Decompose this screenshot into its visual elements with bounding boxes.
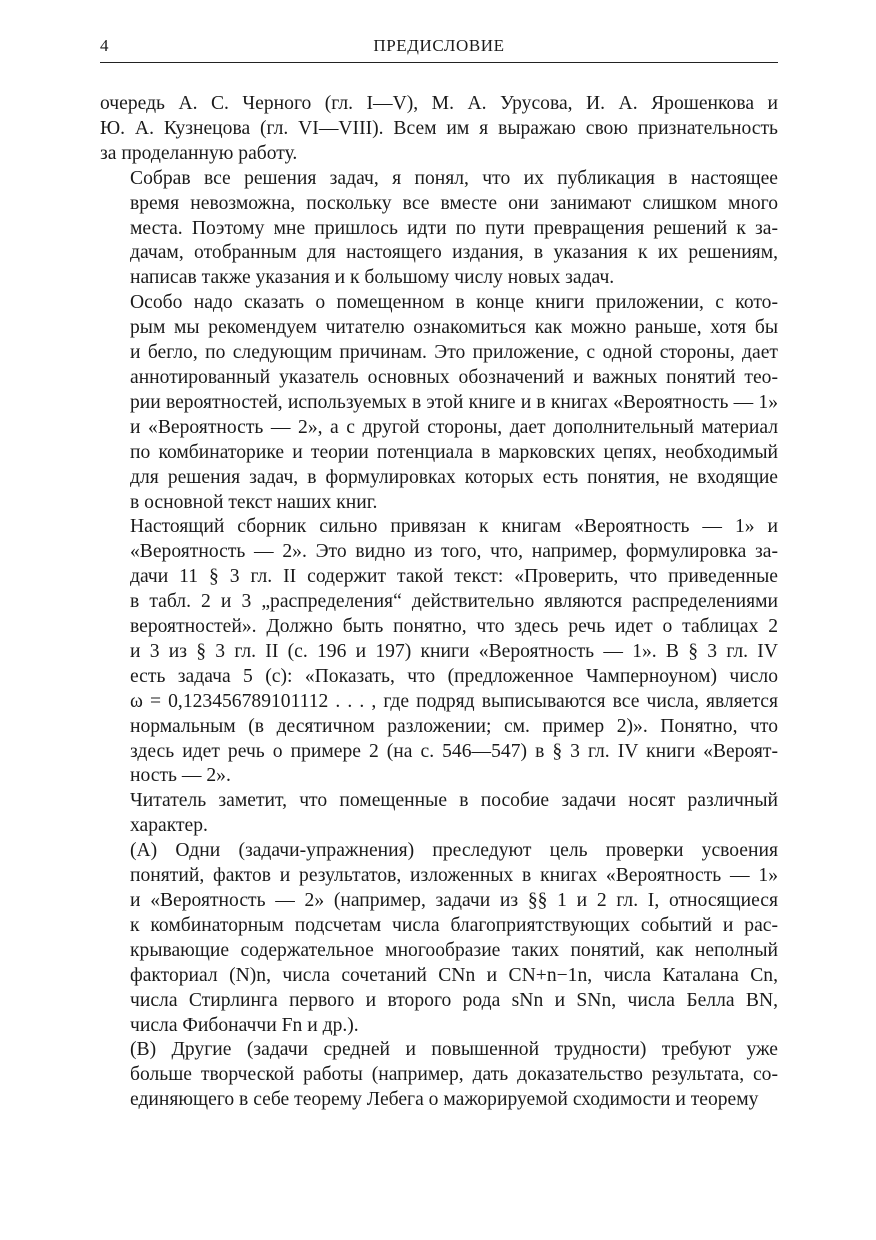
text-line: рым мы рекомендуем читателю ознакомиться как можно раньше, хотя бы [130, 317, 778, 339]
text-line: и «Вероятность — 2» (например, задачи из §§ 1 и 2 гл. I, относящиеся [130, 890, 778, 911]
text-line: к комбинаторным подсчетам числа благоприятствующих событий и рас- [130, 914, 778, 936]
text-line: и бегло, по следующим причинам. Это приложение, с одной стороны, дает [130, 342, 778, 364]
text-line: места. Поэтому мне пришлось идти по пути превращения решений к за- [130, 217, 778, 239]
text-line: по комбинаторике и теории потенциала в марковских цепях, необходимый [130, 441, 778, 463]
text-line: (В) Другие (задачи средней и повышенной трудности) требуют уже [130, 1039, 778, 1061]
text-line: ность — 2». [130, 765, 231, 787]
text-line: крывающие содержательное многообразие таких понятий, как неполный [130, 939, 778, 961]
text-line: время невозможна, поскольку все вместе они занимают слишком много [130, 192, 778, 214]
text-line: Читатель заметит, что помещенные в пособие задачи носят различный [130, 790, 778, 812]
text-line: числа Фибоначчи Fn и др.). [130, 1014, 359, 1036]
text-line: Особо надо сказать о помещенном в конце книги приложении, с кото- [130, 292, 778, 314]
text-line: дачам, отобранным для настоящего издания, в указания к их решениям, [130, 242, 778, 264]
paragraph-p1 [100, 167, 778, 292]
text-line: характер. [130, 815, 208, 837]
running-title: ПРЕДИСЛОВИЕ [373, 36, 505, 55]
paragraph-p4 [100, 789, 778, 839]
text-line: единяющего в себе теорему Лебега о мажорируемой сходимости и теорему [130, 1089, 759, 1111]
text-line: Настоящий сборник сильно привязан к книгам «Вероятность — 1» и [130, 516, 778, 538]
text-line: и «Вероятность — 2», а с другой стороны, дает дополнительный материал [130, 416, 778, 438]
text-line: есть задача 5 (с): «Показать, что (предложенное Чамперноуном) число [130, 665, 778, 687]
text-line: здесь идет речь о примере 2 (на с. 546—547) в § 3 гл. IV книги «Вероят- [130, 740, 778, 762]
paragraph-p5 [100, 839, 778, 1038]
paragraph-p2 [100, 291, 778, 515]
text-line: написав также указания и к большому числу новых задач. [130, 267, 615, 289]
paragraph-p3 [100, 515, 778, 789]
text-line: для решения задач, в формулировках которых есть понятия, не входящие [130, 466, 778, 488]
text-line: за проделанную работу. [100, 142, 298, 164]
page-number: 4 [100, 36, 109, 55]
text-line: нормальным (в десятичном разложении; см. пример 2)». Понятно, что [130, 715, 778, 737]
text-line: понятий, фактов и результатов, изложенных в книгах «Вероятность — 1» [130, 865, 778, 887]
text-line: и 3 из § 3 гл. II (с. 196 и 197) книги «Вероятность — 1». В § 3 гл. IV [130, 640, 778, 662]
text-line: больше творческой работы (например, дать доказательство результата, со- [130, 1064, 778, 1086]
text-line: факториал (N)n, числа сочетаний CNn и CN+n−1n, числа Каталана Cn, [130, 964, 778, 986]
body-text [100, 92, 778, 1113]
text-line: дачи 11 § 3 гл. II содержит такой текст: «Проверить, что приведенные [130, 566, 778, 588]
page-header [100, 34, 778, 63]
paragraph-p0 [100, 92, 778, 167]
text-line: Собрав все решения задач, я понял, что их публикация в настоящее [130, 167, 778, 189]
paragraph-p6 [100, 1038, 778, 1113]
text-line: «Вероятность — 2». Это видно из того, что, например, формулировка за- [130, 541, 778, 563]
text-line: очередь А. С. Черного (гл. I—V), М. А. Урусова, И. А. Ярошенкова и [100, 93, 778, 114]
text-line: рии вероятностей, используемых в этой книге и в книгах «Вероятность — 1» [130, 391, 778, 413]
text-line: Ю. А. Кузнецова (гл. VI—VIII). Всем им я выражаю свою признательность [100, 117, 778, 139]
text-line: вероятностей». Должно быть понятно, что здесь речь идет о таблицах 2 [130, 616, 778, 638]
text-line: ω = 0,123456789101112 . . . , где подряд выписываются все числа, является [130, 690, 778, 712]
text-line: аннотированный указатель основных обозначений и важных понятий тео- [130, 366, 778, 388]
text-line: в табл. 2 и 3 „распределения“ действительно являются распределениями [130, 591, 778, 613]
text-line: в основной текст наших книг. [130, 491, 378, 513]
text-line: числа Стирлинга первого и второго рода sNn и SNn, числа Белла BN, [130, 989, 778, 1011]
text-line: (А) Одни (задачи-упражнения) преследуют цель проверки усвоения [130, 840, 778, 862]
